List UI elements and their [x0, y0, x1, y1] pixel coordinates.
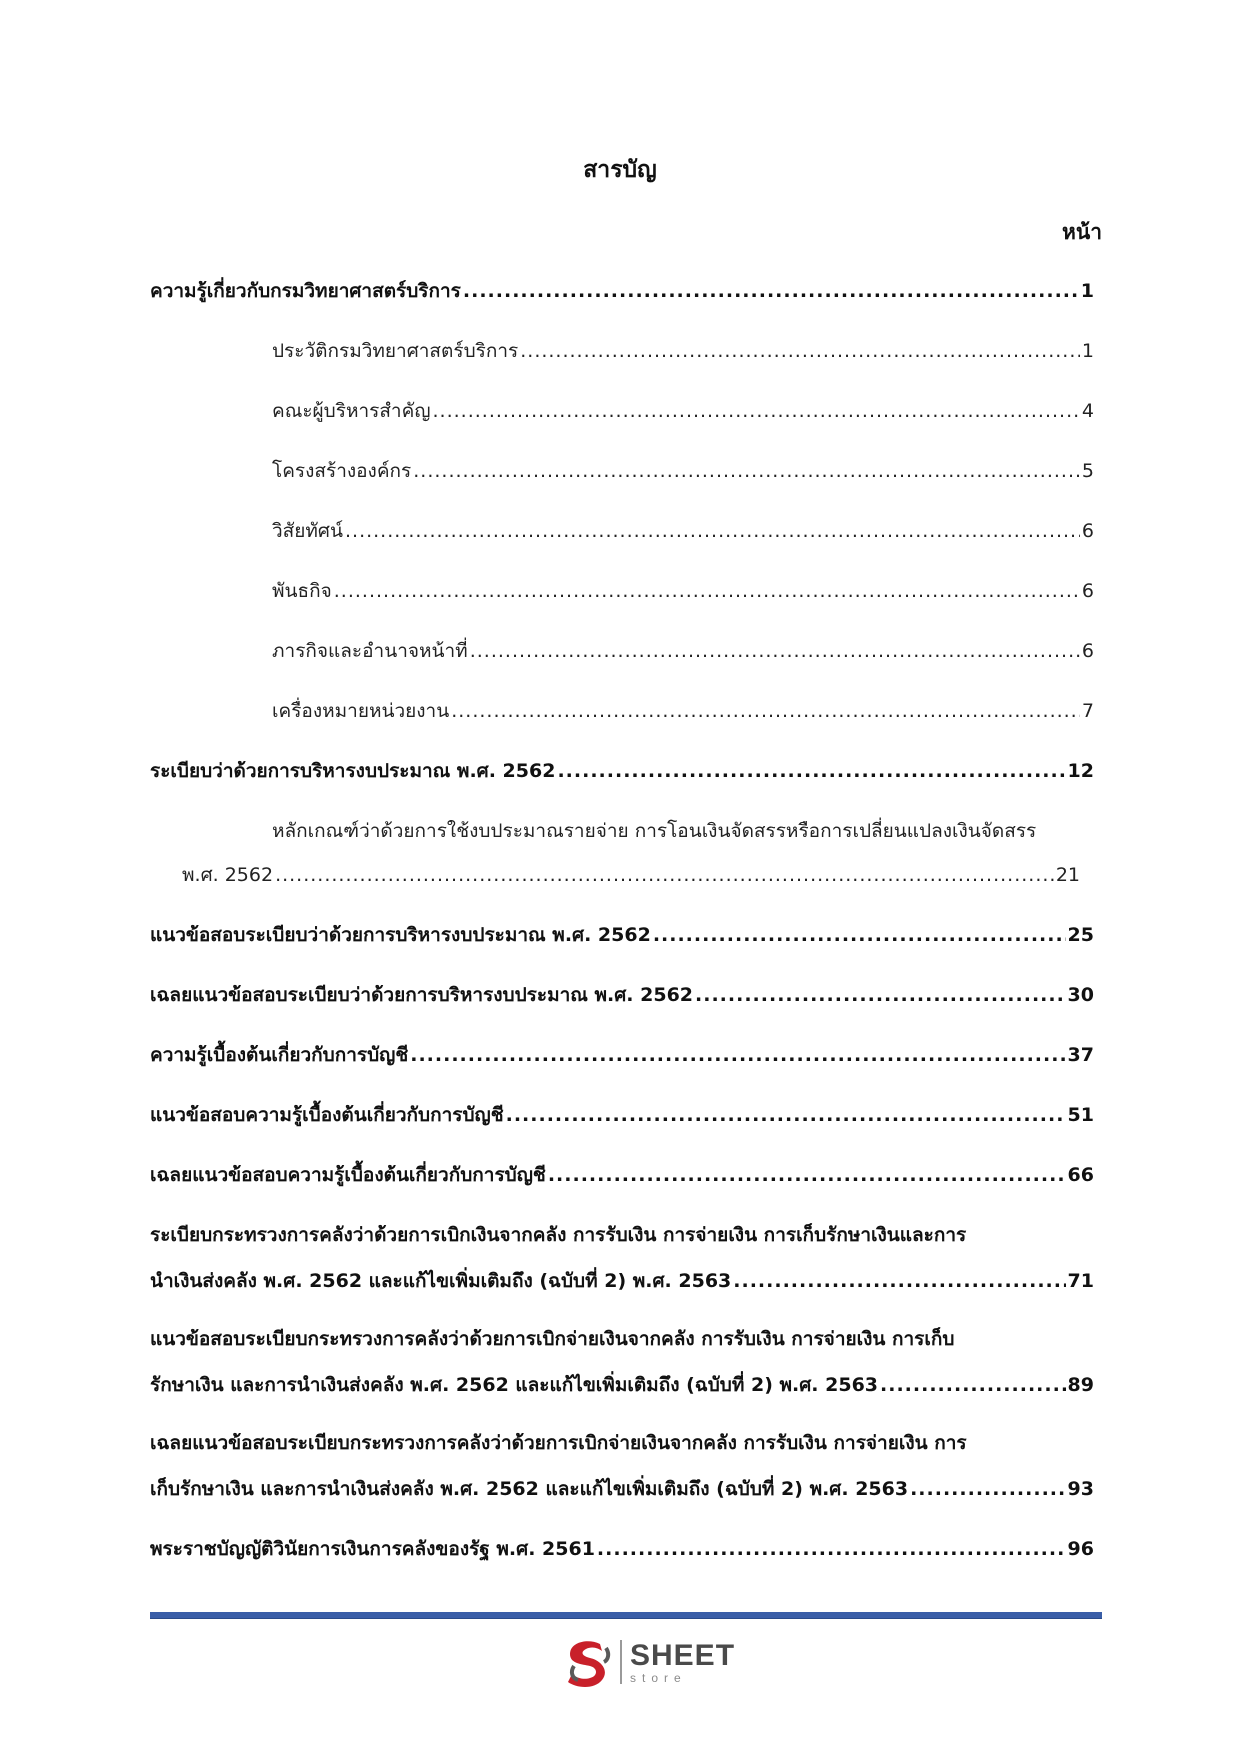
toc-leader-dots [410, 1044, 1065, 1066]
toc-entry-title: เฉลยแนวข้อสอบความรู้เบื้องต้นเกี่ยวกับการบัญชี [150, 1164, 546, 1186]
toc-leader-dots [733, 1270, 1065, 1292]
toc-entry-page: 1 [1081, 340, 1094, 362]
toc-entry-page: 1 [1080, 280, 1094, 302]
footer-logo [560, 1634, 735, 1690]
toc-entry-page: 71 [1067, 1270, 1094, 1292]
toc-entry-title: ภารกิจและอำนาจหน้าที่ [272, 640, 468, 662]
toc-entry-title: ประวัติกรมวิทยาศาสตร์บริการ [272, 340, 519, 362]
toc-leader-dots [557, 760, 1065, 782]
toc-entry-page: 4 [1081, 400, 1094, 422]
toc-entry[interactable] [150, 276, 1094, 306]
toc-entry-page: 7 [1081, 700, 1094, 722]
toc-entry-page: 12 [1067, 760, 1094, 782]
toc-entry-line2 [150, 1266, 1094, 1296]
toc-leader-dots [413, 460, 1080, 482]
toc-entry[interactable] [150, 1160, 1094, 1190]
toc-entry-page: 93 [1067, 1478, 1094, 1500]
toc-entry-title: คณะผู้บริหารสำคัญ [272, 400, 431, 422]
toc-entry-page: 37 [1067, 1044, 1094, 1066]
toc-leader-dots [334, 580, 1080, 602]
toc-leader-dots [520, 340, 1080, 362]
toc-entry-page: 5 [1081, 460, 1094, 482]
toc-subentry[interactable] [150, 396, 1094, 426]
toc-entry-page: 51 [1067, 1104, 1094, 1126]
toc-leader-dots [653, 924, 1066, 946]
toc-entry-title: พระราชบัญญัติวินัยการเงินการคลังของรัฐ พ.ศ. 2561 [150, 1538, 595, 1560]
toc-entry-title-line1: หลักเกณฑ์ว่าด้วยการใช้งบประมาณรายจ่าย การโอนเงินจัดสรรหรือการเปลี่ยนแปลงเงินจัดสรร [272, 820, 1037, 842]
toc-entry-line2 [150, 1370, 1094, 1400]
toc-entry-title: ความรู้เบื้องต้นเกี่ยวกับการบัญชี [150, 1044, 409, 1066]
toc-leader-dots [880, 1374, 1066, 1396]
toc-subentry[interactable] [150, 336, 1094, 366]
toc-entry-title: พันธกิจ [272, 580, 332, 602]
toc-entry-page: 6 [1081, 520, 1094, 542]
page-column-header: หน้า [1062, 220, 1102, 244]
toc-entry[interactable] [150, 1100, 1094, 1130]
toc-leader-dots [470, 640, 1080, 662]
toc-entry-title: วิสัยทัศน์ [272, 520, 343, 542]
toc-entry-page: 89 [1067, 1374, 1094, 1396]
toc-leader-dots [345, 520, 1080, 542]
toc-leader-dots [463, 280, 1079, 302]
toc-entry-title: โครงสร้างองค์กร [272, 460, 412, 482]
toc-entry[interactable] [150, 756, 1094, 786]
toc-leader-dots [910, 1478, 1065, 1500]
toc-leader-dots [695, 984, 1066, 1006]
toc-subentry[interactable] [150, 696, 1094, 726]
toc-entry-page: 6 [1081, 640, 1094, 662]
toc-leader-dots [506, 1104, 1066, 1126]
toc-entry[interactable] [150, 1534, 1094, 1564]
logo-sub-text: store [630, 1670, 687, 1685]
toc-entry-page: 66 [1067, 1164, 1094, 1186]
toc-leader-dots [451, 700, 1080, 722]
toc-entry-page: 25 [1067, 924, 1094, 946]
toc-entry-title: แนวข้อสอบระเบียบว่าด้วยการบริหารงบประมาณ พ.ศ. 2562 [150, 924, 651, 946]
toc-entry-title-line2: พ.ศ. 2562 [182, 864, 274, 886]
toc-entry[interactable] [150, 1040, 1094, 1070]
logo-wordmark [630, 1638, 736, 1685]
toc-subentry[interactable] [150, 456, 1094, 486]
toc-entry-line2 [150, 1474, 1094, 1504]
toc-leader-dots [548, 1164, 1066, 1186]
toc-entry-page: 96 [1067, 1538, 1094, 1560]
page-title: สารบัญ [583, 157, 657, 183]
toc-entry-page: 30 [1067, 984, 1094, 1006]
toc-entry-title-line1: แนวข้อสอบระเบียบกระทรวงการคลังว่าด้วยการเบิกจ่ายเงินจากคลัง การรับเงิน การจ่ายเงิน การเก็บ [150, 1328, 955, 1350]
logo-separator [620, 1640, 622, 1684]
toc-entry-page: 21 [1055, 864, 1080, 886]
sheet-store-logo-icon [560, 1634, 616, 1690]
toc-entry-title: เครื่องหมายหน่วยงาน [272, 700, 450, 722]
toc-leader-dots [433, 400, 1080, 422]
toc-entry-line2 [182, 860, 1080, 890]
footer-divider [150, 1612, 1102, 1619]
toc-entry-title: ความรู้เกี่ยวกับกรมวิทยาศาสตร์บริการ [150, 280, 461, 302]
toc-entry-title: แนวข้อสอบความรู้เบื้องต้นเกี่ยวกับการบัญชี [150, 1104, 504, 1126]
toc-entry-title-line2: รักษาเงิน และการนำเงินส่งคลัง พ.ศ. 2562 และแก้ไขเพิ่มเติมถึง (ฉบับที่ 2) พ.ศ. 2563 [150, 1374, 879, 1396]
toc-entry[interactable] [150, 980, 1094, 1010]
toc-entry-page: 6 [1081, 580, 1094, 602]
toc-subentry[interactable] [150, 636, 1094, 666]
toc-entry-title-line1: เฉลยแนวข้อสอบระเบียบกระทรวงการคลังว่าด้วยการเบิกจ่ายเงินจากคลัง การรับเงิน การจ่ายเงิน การ [150, 1432, 967, 1454]
toc-entry-title: เฉลยแนวข้อสอบระเบียบว่าด้วยการบริหารงบประมาณ พ.ศ. 2562 [150, 984, 694, 1006]
toc-subentry[interactable] [150, 516, 1094, 546]
toc-subentry[interactable] [150, 576, 1094, 606]
toc-entry-title-line2: นำเงินส่งคลัง พ.ศ. 2562 และแก้ไขเพิ่มเติมถึง (ฉบับที่ 2) พ.ศ. 2563 [150, 1270, 732, 1292]
toc-entry-title: ระเบียบว่าด้วยการบริหารงบประมาณ พ.ศ. 2562 [150, 760, 556, 782]
toc-entry-title-line1: ระเบียบกระทรวงการคลังว่าด้วยการเบิกเงินจากคลัง การรับเงิน การจ่ายเงิน การเก็บรักษาเงินและการ [150, 1224, 967, 1246]
logo-brand-text: SHEET [630, 1638, 736, 1672]
toc-entry-title-line2: เก็บรักษาเงิน และการนำเงินส่งคลัง พ.ศ. 2562 และแก้ไขเพิ่มเติมถึง (ฉบับที่ 2) พ.ศ. 2563 [150, 1478, 909, 1500]
toc-leader-dots [597, 1538, 1066, 1560]
toc-leader-dots [275, 864, 1054, 886]
toc-entry[interactable] [150, 920, 1094, 950]
